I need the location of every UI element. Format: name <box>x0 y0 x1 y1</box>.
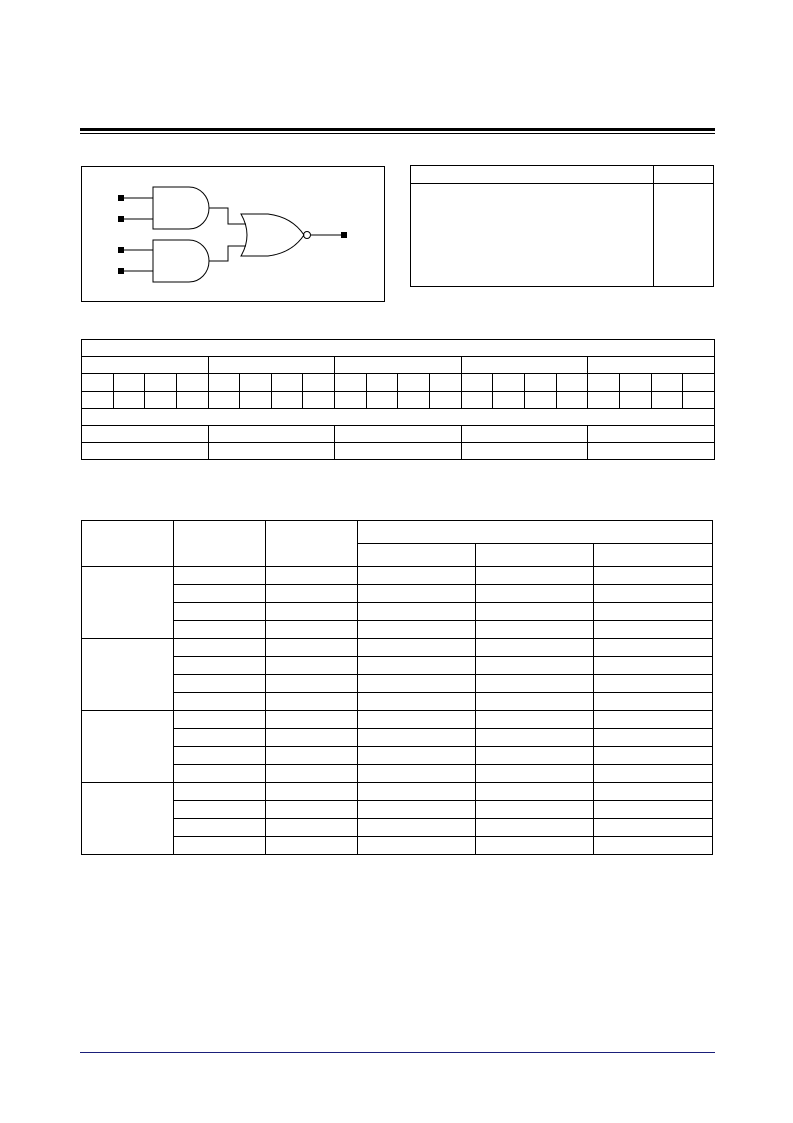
truth-table-output-cell <box>588 443 715 460</box>
header-rule-thick <box>80 128 715 131</box>
nor-gate-icon <box>241 214 304 256</box>
truth-table-group-header <box>335 357 462 374</box>
truth-table-output-title-row <box>82 409 715 426</box>
truth-table <box>81 339 715 460</box>
truth-table-output-cell <box>208 443 335 460</box>
truth-table-output-cell <box>82 443 209 460</box>
char-group-label <box>82 639 174 711</box>
logic-diagram <box>81 166 385 302</box>
truth-table-output-cell <box>335 443 462 460</box>
truth-table-output-header <box>82 426 209 443</box>
char-group-label <box>82 711 174 783</box>
pin-table-divider <box>653 166 654 286</box>
char-header-cell <box>82 521 174 567</box>
characteristics-table <box>81 520 713 855</box>
char-group-label <box>82 783 174 855</box>
truth-table-title-row <box>82 340 715 357</box>
truth-table-output-header <box>461 426 588 443</box>
truth-table-group-header <box>461 357 588 374</box>
char-subheader-cell <box>476 544 594 567</box>
and-gate-icon <box>153 187 209 229</box>
char-subheader-cell <box>358 544 476 567</box>
and-nor-gate-symbol <box>82 167 386 303</box>
truth-table-output-cell <box>461 443 588 460</box>
char-header-cell <box>174 521 266 567</box>
truth-table-group-header <box>588 357 715 374</box>
truth-table-output-header <box>588 426 715 443</box>
char-group-label <box>82 567 174 639</box>
truth-table-output-header <box>335 426 462 443</box>
char-header-span <box>358 521 713 544</box>
pin-description-table <box>410 165 714 287</box>
char-header-cell <box>266 521 358 567</box>
truth-table-output-header <box>208 426 335 443</box>
truth-table-input-row <box>82 392 715 409</box>
header-rule-thin <box>80 133 715 134</box>
truth-table-group-header <box>208 357 335 374</box>
truth-table-group-header <box>82 357 209 374</box>
and-gate-icon <box>153 240 209 282</box>
pin-table-header <box>411 166 713 184</box>
footer-rule <box>80 1052 715 1053</box>
char-subheader-cell <box>594 544 713 567</box>
truth-table-input-row <box>82 374 715 392</box>
